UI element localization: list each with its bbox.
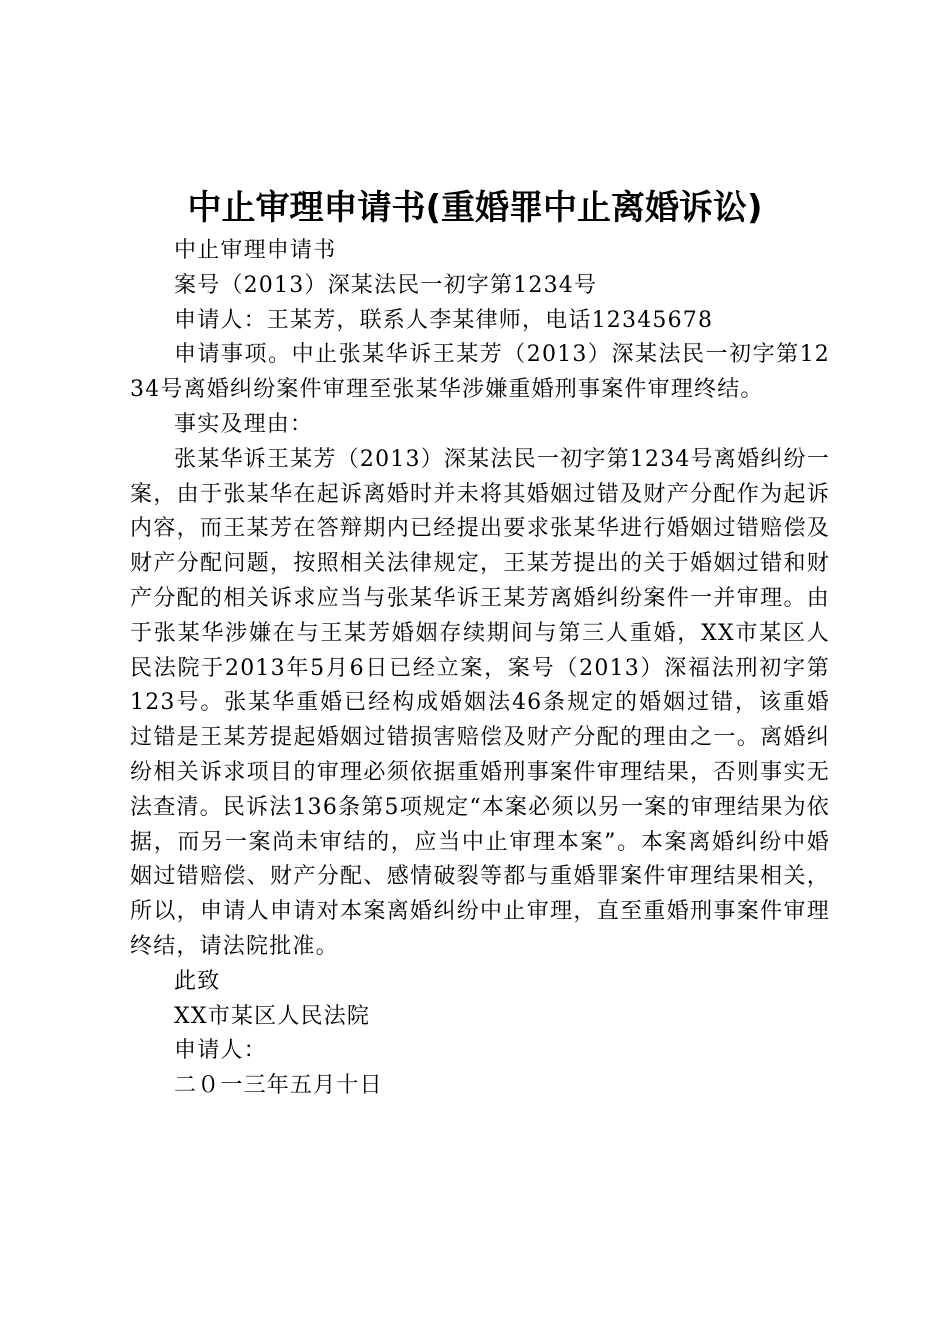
facts-paragraph: 张某华诉王某芳（2013）深某法民一初字第1234号离婚纠纷一案，由于张某华在起诉离婚时并未将其婚姻过错及财产分配作为起诉内容，而王某芳在答辩期内已经提出要求张某华进行婚姻过错赔偿及财产分配问题，按照相关法律规定，王某芳提出的关于婚姻过错和财产分配的相关诉求应当与张某华诉王某芳离婚纠纷案件一并审理。由于张某华涉嫌在与王某芳婚姻存续期间与第三人重婚，XX市某区人民法院于2013年5月6日已经立案，案号（2013）深福法刑初字第123号。张某华重婚已经构成婚姻法46条规定的婚姻过错，该重婚过错是王某芳提起婚姻过错损害赔偿及财产分配的理由之一。离婚纠纷相关诉求项目的审理必须依据重婚刑事案件审理结果，否则事实无法查清。民诉法136条第5项规定“本案必须以另一案的审理结果为依据，而另一案尚未审结的，应当中止审理本案”。本案离婚纠纷中婚姻过错赔偿、财产分配、感情破裂等都与重婚罪案件审理结果相关，所以，申请人申请对本案离婚纠纷中止审理，直至重婚刑事案件审理终结，请法院批准。 (130, 446, 830, 959)
heading-line: 中止审理申请书 (174, 238, 337, 263)
request-paragraph: 申请事项。中止张某华诉王某芳（2013）深某法民一初字第1234号离婚纠纷案件审理至张某华涉嫌重婚刑事案件审理终结。 (130, 342, 830, 403)
court-name-line: XX市某区人民法院 (174, 1003, 371, 1029)
document-title: 中止审理申请书(重婚罪中止离婚诉讼) (187, 188, 763, 228)
facts-heading: 事实及理由： (174, 411, 314, 437)
document-body (130, 234, 830, 1104)
date-line: 二０一三年五月十日 (174, 1073, 383, 1099)
signature-line: 申请人： (174, 1038, 267, 1064)
salutation-line: 此致 (174, 968, 221, 994)
applicant-line: 申请人：王某芳，联系人李某律师，电话12345678 (174, 307, 714, 333)
case-number-line: 案号（2013）深某法民一初字第1234号 (174, 272, 598, 298)
